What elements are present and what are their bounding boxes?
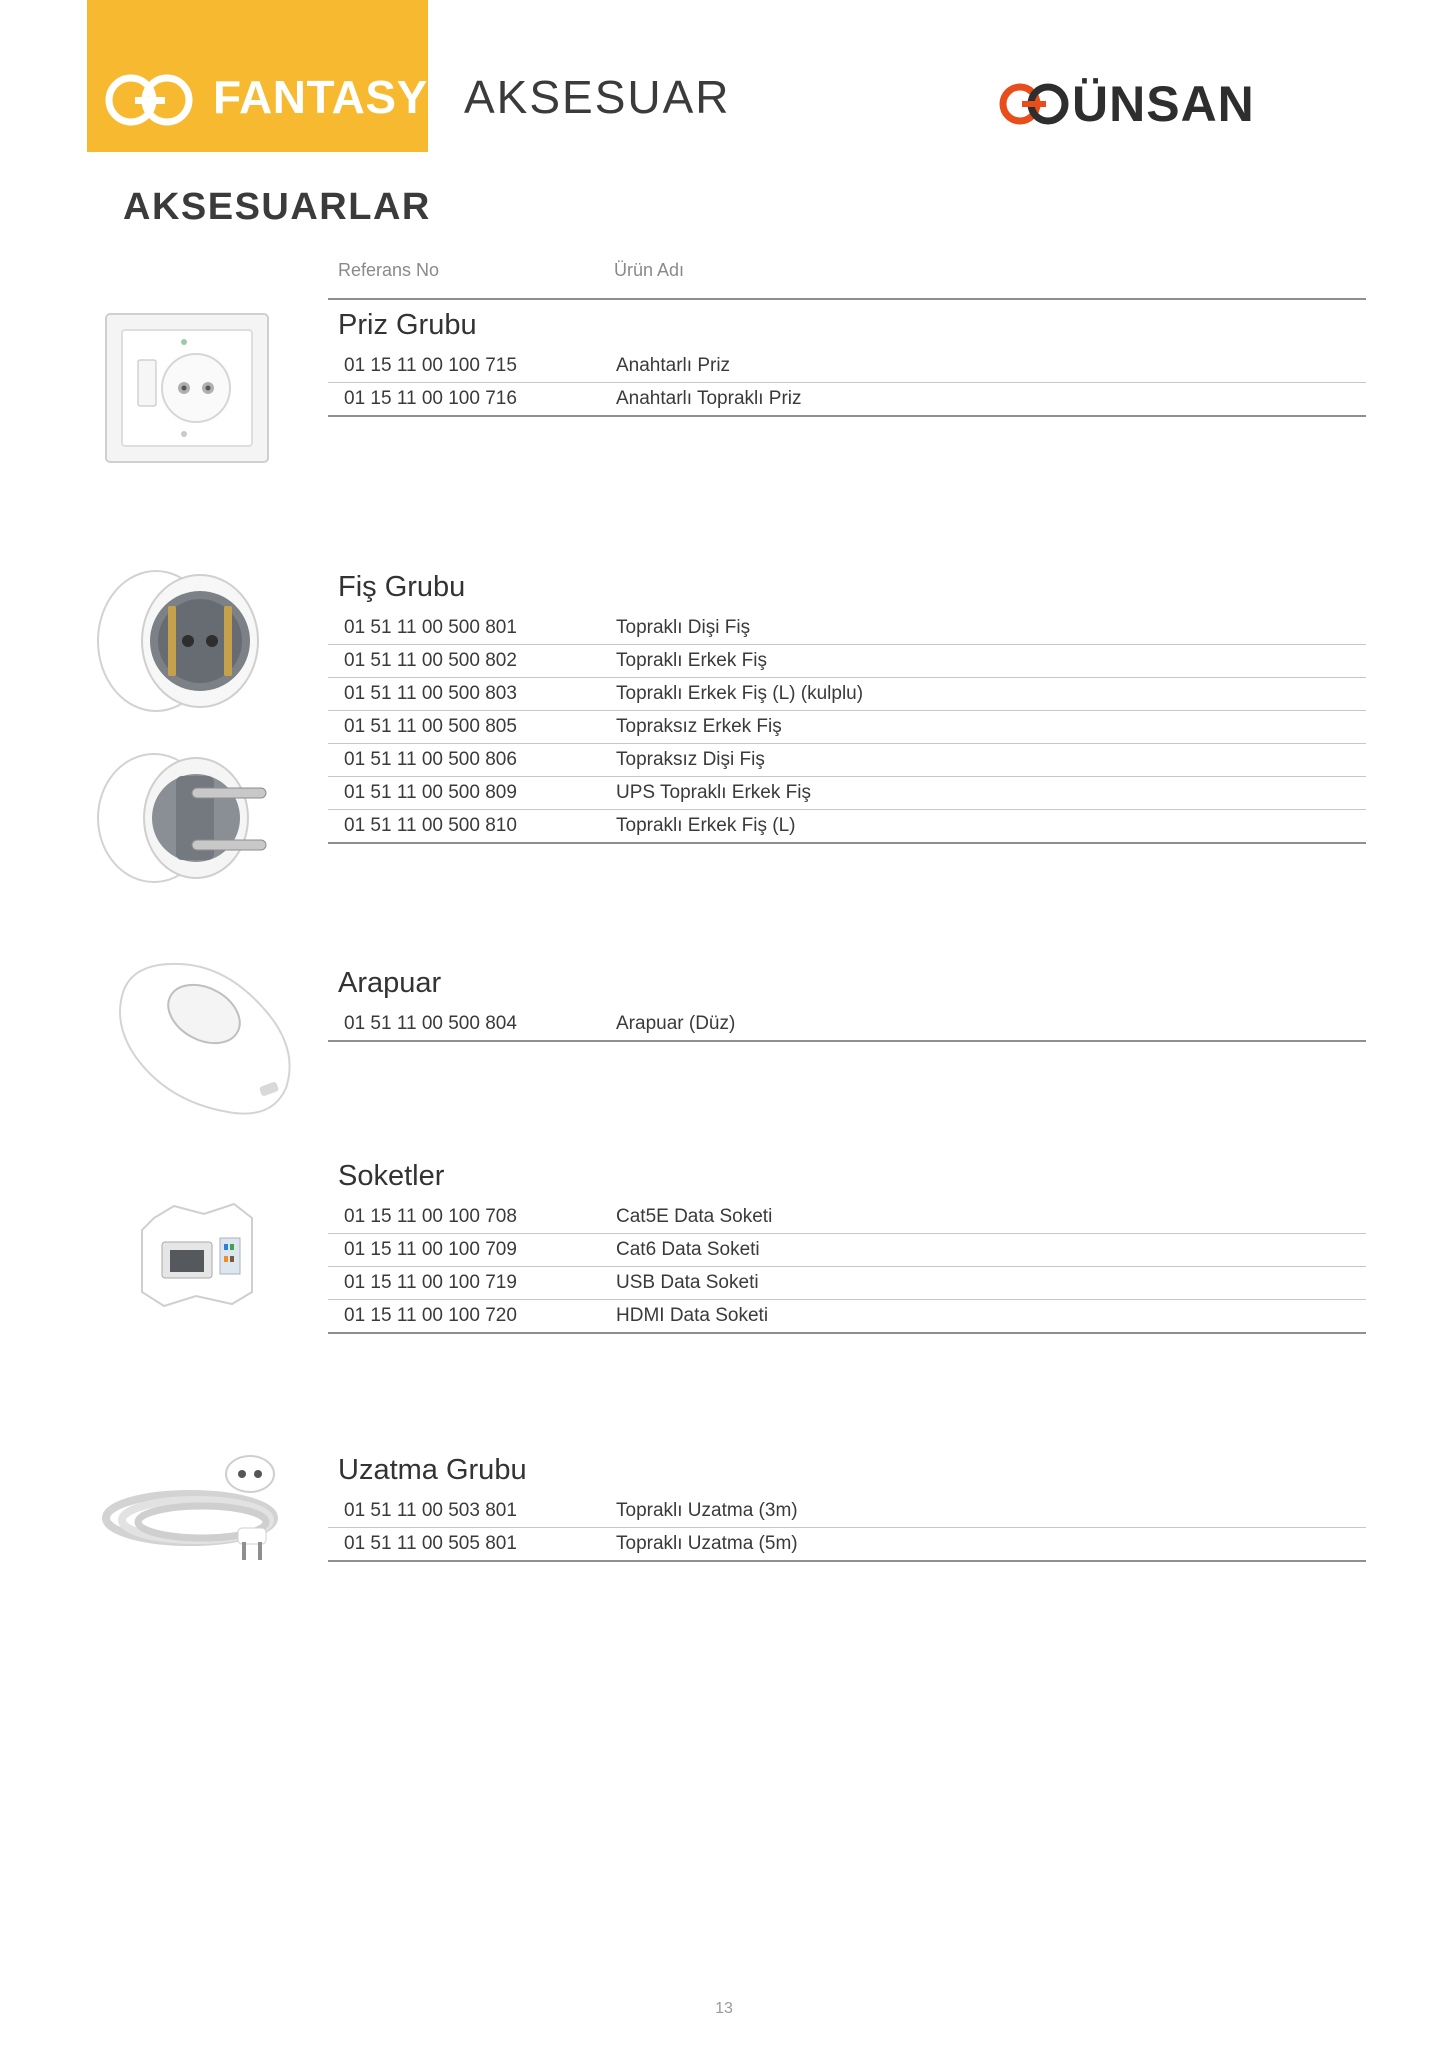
- group-uzatma: [328, 1451, 1366, 1562]
- ref-cell: 01 51 11 00 500 806: [344, 749, 517, 770]
- table-row: [328, 1234, 1366, 1267]
- group-fis: [328, 568, 1366, 844]
- ref-cell: 01 15 11 00 100 720: [344, 1305, 517, 1326]
- table-row: [328, 744, 1366, 777]
- ref-cell: 01 15 11 00 100 715: [344, 355, 517, 376]
- male-plug-icon: [96, 748, 286, 886]
- ref-cell: 01 15 11 00 100 716: [344, 388, 517, 409]
- ref-cell: 01 51 11 00 500 809: [344, 782, 517, 803]
- female-plug-icon: [96, 566, 266, 716]
- table-row: [328, 383, 1366, 417]
- name-cell: Topraklı Dişi Fiş: [616, 617, 751, 638]
- table-row: [328, 350, 1366, 383]
- group-arapuar: [328, 964, 1366, 1042]
- name-cell: Topraksız Erkek Fiş: [616, 716, 782, 737]
- name-cell: Arapuar (Düz): [616, 1013, 736, 1034]
- header-divider: [328, 298, 1366, 300]
- ref-cell: 01 51 11 00 500 803: [344, 683, 517, 704]
- data-socket-icon: [134, 1196, 258, 1316]
- ref-cell: 01 51 11 00 500 804: [344, 1013, 517, 1034]
- name-cell: Topraklı Uzatma (5m): [616, 1533, 798, 1554]
- name-cell: Cat6 Data Soketi: [616, 1239, 760, 1260]
- ref-cell: 01 51 11 00 503 801: [344, 1500, 517, 1521]
- name-cell: Anahtarlı Topraklı Priz: [616, 388, 802, 409]
- name-cell: Topraklı Erkek Fiş: [616, 650, 767, 671]
- table-row: [328, 1008, 1366, 1042]
- page-number: 13: [715, 2000, 733, 2017]
- name-cell: Anahtarlı Priz: [616, 355, 731, 376]
- extension-cord-icon: [100, 1446, 300, 1566]
- brand-name: FANTASY: [213, 71, 428, 123]
- ref-cell: 01 15 11 00 100 708: [344, 1206, 517, 1227]
- group-title: Fiş Grubu: [338, 571, 466, 603]
- table-row: [328, 810, 1366, 844]
- gunsan-logo-icon: [998, 79, 1072, 129]
- page-heading: AKSESUARLAR: [123, 186, 431, 228]
- column-header-name: Ürün Adı: [614, 260, 685, 280]
- ref-cell: 01 51 11 00 500 802: [344, 650, 517, 671]
- name-cell: Topraklı Erkek Fiş (L) (kulplu): [616, 683, 864, 704]
- inline-switch-icon: [110, 956, 296, 1122]
- table-row: [328, 645, 1366, 678]
- company-name: ÜNSAN: [1072, 76, 1255, 132]
- wall-socket-icon: [104, 312, 270, 464]
- company-logo: [998, 78, 1255, 130]
- table-row: [328, 678, 1366, 711]
- name-cell: Topraklı Erkek Fiş (L): [616, 815, 796, 836]
- group-title: Arapuar: [338, 967, 442, 999]
- section-title: AKSESUAR: [464, 71, 731, 123]
- name-cell: UPS Topraklı Erkek Fiş: [616, 782, 811, 803]
- brand-banner: [87, 0, 428, 152]
- ref-cell: 01 15 11 00 100 719: [344, 1272, 517, 1293]
- table-row: [328, 711, 1366, 744]
- table-row: [328, 612, 1366, 645]
- name-cell: USB Data Soketi: [616, 1272, 759, 1293]
- group-title: Priz Grubu: [338, 309, 477, 341]
- name-cell: Cat5E Data Soketi: [616, 1206, 773, 1227]
- group-soketler: [328, 1157, 1366, 1334]
- name-cell: Topraksız Dişi Fiş: [616, 749, 765, 770]
- name-cell: HDMI Data Soketi: [616, 1305, 769, 1326]
- table-row: [328, 1201, 1366, 1234]
- group-priz: [328, 306, 1366, 417]
- table-row: [328, 1495, 1366, 1528]
- column-header-ref: Referans No: [338, 260, 440, 280]
- group-title: Uzatma Grubu: [338, 1454, 527, 1486]
- ref-cell: 01 51 11 00 505 801: [344, 1533, 517, 1554]
- ref-cell: 01 51 11 00 500 805: [344, 716, 517, 737]
- table-row: [328, 1300, 1366, 1334]
- name-cell: Topraklı Uzatma (3m): [616, 1500, 798, 1521]
- ref-cell: 01 51 11 00 500 801: [344, 617, 517, 638]
- group-title: Soketler: [338, 1160, 445, 1192]
- table-row: [328, 777, 1366, 810]
- ref-cell: 01 15 11 00 100 709: [344, 1239, 517, 1260]
- fantasy-logo-icon: [103, 70, 203, 130]
- ref-cell: 01 51 11 00 500 810: [344, 815, 517, 836]
- table-row: [328, 1528, 1366, 1562]
- table-row: [328, 1267, 1366, 1300]
